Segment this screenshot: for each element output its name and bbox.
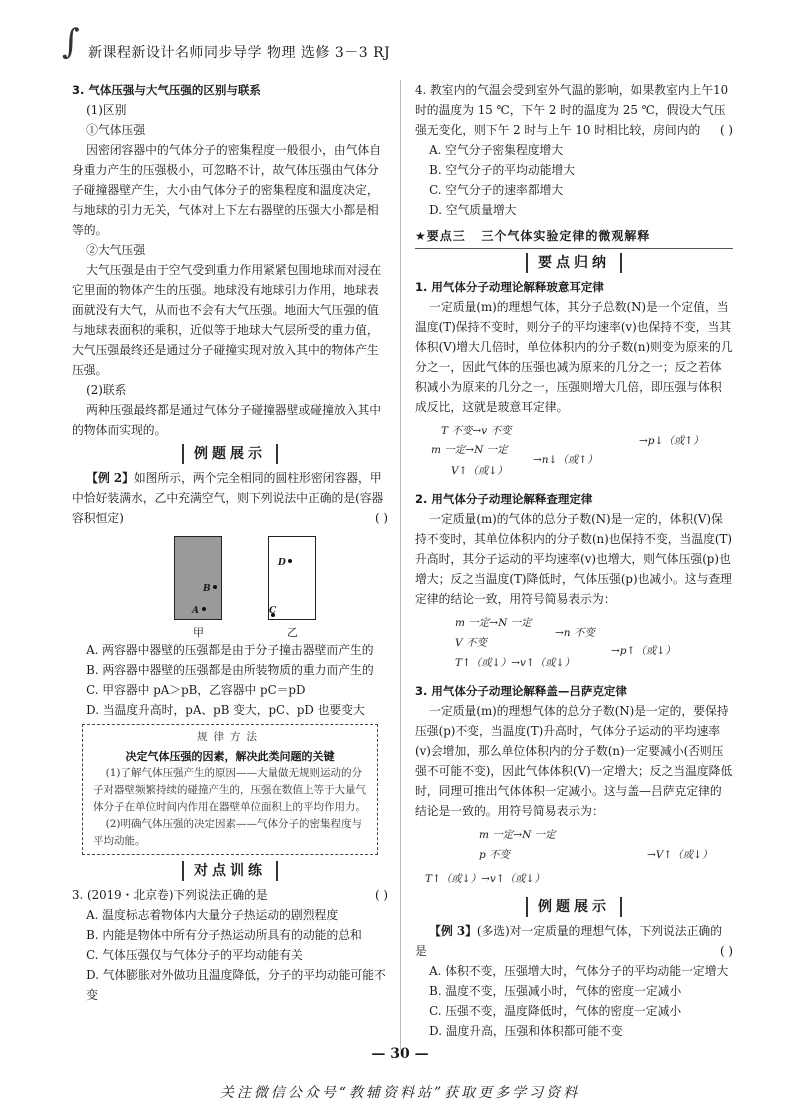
question-3-paren: ( ) xyxy=(375,888,388,902)
question-3-option-a: A. 温度标志着物体内大量分子热运动的剧烈程度 xyxy=(86,908,339,922)
question-4-option-d: D. 空气质量增大 xyxy=(429,203,517,217)
footer-notice: 关注微信公众号“教辅资料站”获取更多学习资料 xyxy=(219,1085,581,1101)
practice-banner: 对点训练 xyxy=(72,861,388,881)
caption-yi: 乙 xyxy=(287,626,298,639)
container-jia xyxy=(174,536,222,620)
question-3-option-b: B. 内能是物体中所有分子热运动所具有的动能的总和 xyxy=(86,928,362,942)
key-point-title: 三个气体实验定律的微观解释 xyxy=(481,229,651,243)
container-yi xyxy=(268,536,316,620)
example-2-option-c: C. 甲容器中 pA＞pB，乙容器中 pC＝pD xyxy=(86,683,306,697)
law-1-text: 一定质量(m)的理想气体，其分子总数(N)是一个定值，当温度(T)保持不变时，则分子的平均速率(v)也保持不变，当其体积(V)增大几倍时，单位体积内的分子数(n)则变为原来的几分之一，因此气体的压强也减为原来的几分之一；反之若体积减小为原来的几分之一，压强则增大几倍，即压强与体积成反比，这就是玻意耳定律。 xyxy=(415,300,733,414)
answer-paren: ( ) xyxy=(375,511,388,525)
key-point-label: 要点三 xyxy=(426,229,466,243)
boyle-d-b: m 一定→N 一定 xyxy=(431,444,508,456)
gay-lussac-d-d: T↑（或↓）→v↑（或↓） xyxy=(425,873,545,885)
charles-d-c: V 不变 xyxy=(455,637,487,649)
law-1-title: 1. 用气体分子动理论解释玻意耳定律 xyxy=(415,280,604,294)
example-3-stem: 【例 3】(多选)对一定质量的理想气体，下列说法正确的是 ( ) xyxy=(415,921,733,961)
example-2-option-d: D. 当温度升高时，pA、pB 变大，pC、pD 也要变大 xyxy=(86,703,365,717)
gas-pressure-title: ①气体压强 xyxy=(86,123,146,137)
key-point-3-heading xyxy=(415,226,733,249)
boyle-d-e: →p↓（或↑） xyxy=(639,435,704,447)
atm-pressure-text: 大气压强是由于空气受到重力作用紧紧包围地球而对浸在它里面的物体产生的压强。地球没有地球引力作用，地球表面就没有大气，从而也不会有大气压强。地面大气压强的值与地球表面积的乘积，近似等于地球大气层所受的重力值，大气压强最终还是通过分子碰撞实现对放入其中的物体产生压强。 xyxy=(72,263,382,377)
question-4-option-b: B. 空气分子的平均动能增大 xyxy=(429,163,576,177)
column-divider xyxy=(400,80,401,1050)
example-2-option-b: B. 两容器中器壁的压强都是由所装物质的重力而产生的 xyxy=(86,663,374,677)
question-4-option-a: A. 空气分子密集程度增大 xyxy=(429,143,564,157)
example-3-option-a: A. 体积不变，压强增大时，气体分子的平均动能一定增大 xyxy=(429,964,729,978)
point-b-dot xyxy=(213,585,217,589)
example-banner: 例题展示 xyxy=(72,444,388,464)
question-4-stem: 4. 教室内的气温会受到室外气温的影响，如果教室内上午10时的温度为 15 ℃，下午 2 时的温度为 25 ℃，假设大气压强无变化，则下午 2 时与上午 10 时相比较，房间内的 ( ) xyxy=(415,80,733,140)
point-b-label: B xyxy=(203,584,211,594)
summary-banner: 要点归纳 xyxy=(415,253,733,273)
charles-d-e: →p↑（或↓） xyxy=(611,645,676,657)
method-point-1: (1)了解气体压强产生的原因——大量做无规则运动的分子对器壁频繁持续的碰撞产生的，压强在数值上等于大量气体分子在单位时间内作用在器壁单位面积上的平均作用力。 xyxy=(93,767,366,813)
section-3-title: 3. 气体压强与大气压强的区别与联系 xyxy=(72,83,261,97)
question-3-option-c: C. 气体压强仅与气体分子的平均动能有关 xyxy=(86,948,303,962)
page-header xyxy=(62,22,782,72)
gay-lussac-diagram xyxy=(415,825,733,891)
question-3-stem: 3. (2019・北京卷)下列说法正确的是 ( ) xyxy=(72,885,388,905)
example-3-paren: ( ) xyxy=(720,944,733,958)
charles-diagram xyxy=(415,613,733,675)
example-2-option-a: A. 两容器中器壁的压强都是由于分子撞击器壁而产生的 xyxy=(86,643,374,657)
point-c-label: C xyxy=(269,606,277,616)
containers-figure xyxy=(72,536,388,639)
point-a-label: A xyxy=(192,606,199,616)
method-box xyxy=(82,724,378,855)
law-2-title: 2. 用气体分子动理论解释查理定律 xyxy=(415,492,593,506)
law-3-text: 一定质量(m)的理想气体的总分子数(N)是一定的，要保持压强(p)不变，当温度(T)升高时，气体分子运动的平均速率(v)会增加，那么单位体积内的分子数(n)一定要减小(否则压强不可能不变)，因此气体体积(V)一定增大；反之当温度降低时，同理可推出气体体积一定减小。这与盖—吕萨克定律的结论是一致的。用符号简易表示为： xyxy=(415,704,733,818)
gas-pressure-text: 因密闭容器中的气体分子的密集程度一般很小，由气体自身重力产生的压强极小，可忽略不计，故气体压强由气体分子碰撞器壁产生，大小由气体分子的密集程度和温度决定，与地球的引力无关，气体对上下左右器壁的压强大小都是相等的。 xyxy=(72,143,382,237)
header-title: 新课程新设计名师同步导学 物理 选修 3－3 RJ xyxy=(88,45,391,61)
law-2-text: 一定质量(m)的气体的总分子数(N)是一定的，体积(V)保持不变时，其单位体积内的分子数(n)也保持不变，当温度(T)升高时，其分子运动的平均速率(v)也增大，则气体压强(p)也增大；反之当温度(T)降低时，气体压强(p)也减小。这与查理定律的结论一致，用符号简易表示为： xyxy=(415,512,733,606)
page-number: — 30 — xyxy=(371,1046,429,1062)
question-4-option-c: C. 空气分子的速率都增大 xyxy=(429,183,564,197)
relation-text: 两种压强最终都是通过气体分子碰撞器壁或碰撞放入其中的物体而实现的。 xyxy=(72,403,382,437)
boyle-d-d: V↑（或↓） xyxy=(451,465,508,477)
example-2-stem: 【例 2】如图所示，两个完全相同的圆柱形密闭容器，甲中恰好装满水，乙中充满空气，则下列说法中正确的是(容器容积恒定) ( ) xyxy=(72,468,388,528)
charles-d-b: →n 不变 xyxy=(555,627,595,639)
point-d-label: D xyxy=(278,558,286,568)
law-3-title: 3. 用气体分子动理论解释盖—吕萨克定律 xyxy=(415,684,627,698)
atm-pressure-title: ②大气压强 xyxy=(86,243,146,257)
method-title: 规律方法 xyxy=(197,731,263,743)
example-3-option-c: C. 压强不变，温度降低时，气体的密度一定减小 xyxy=(429,1004,682,1018)
gay-lussac-d-c: →V↑（或↓） xyxy=(647,849,713,861)
subsection-relation: (2)联系 xyxy=(86,383,127,397)
charles-d-d: T↑（或↓）→v↑（或↓） xyxy=(455,657,575,669)
right-column xyxy=(415,80,733,1041)
example-3-label: 【例 3】 xyxy=(429,924,477,938)
left-column xyxy=(72,80,388,1005)
caption-jia: 甲 xyxy=(193,626,204,639)
question-3-option-d: D. 气体膨胀对外做功且温度降低，分子的平均动能可能不变 xyxy=(86,968,386,1002)
subsection-difference: (1)区别 xyxy=(86,103,127,117)
boyle-d-a: T 不变→v 不变 xyxy=(441,425,512,437)
charles-d-a: m 一定→N 一定 xyxy=(455,617,532,629)
gay-lussac-d-a: m 一定→N 一定 xyxy=(479,829,556,841)
example-3-banner: 例题展示 xyxy=(415,897,733,917)
gay-lussac-d-b: p 不变 xyxy=(479,849,511,861)
star-icon: ★ xyxy=(415,229,427,243)
point-d-dot xyxy=(288,559,292,563)
boyle-d-c: →n↓（或↑） xyxy=(533,454,598,466)
header-brace-ornament: ∫ xyxy=(62,22,80,62)
question-4-paren: ( ) xyxy=(720,123,733,137)
boyle-diagram xyxy=(415,421,733,483)
method-heading: 决定气体压强的因素，解决此类问题的关键 xyxy=(125,750,335,763)
method-point-2: (2)明确气体压强的决定因素——气体分子的密集程度与平均动能。 xyxy=(93,818,362,847)
example-3-option-b: B. 温度不变，压强减小时，气体的密度一定减小 xyxy=(429,984,682,998)
example-2-label: 【例 2】 xyxy=(86,471,134,485)
example-3-option-d: D. 温度升高，压强和体积都可能不变 xyxy=(429,1024,623,1038)
point-a-dot xyxy=(202,607,206,611)
